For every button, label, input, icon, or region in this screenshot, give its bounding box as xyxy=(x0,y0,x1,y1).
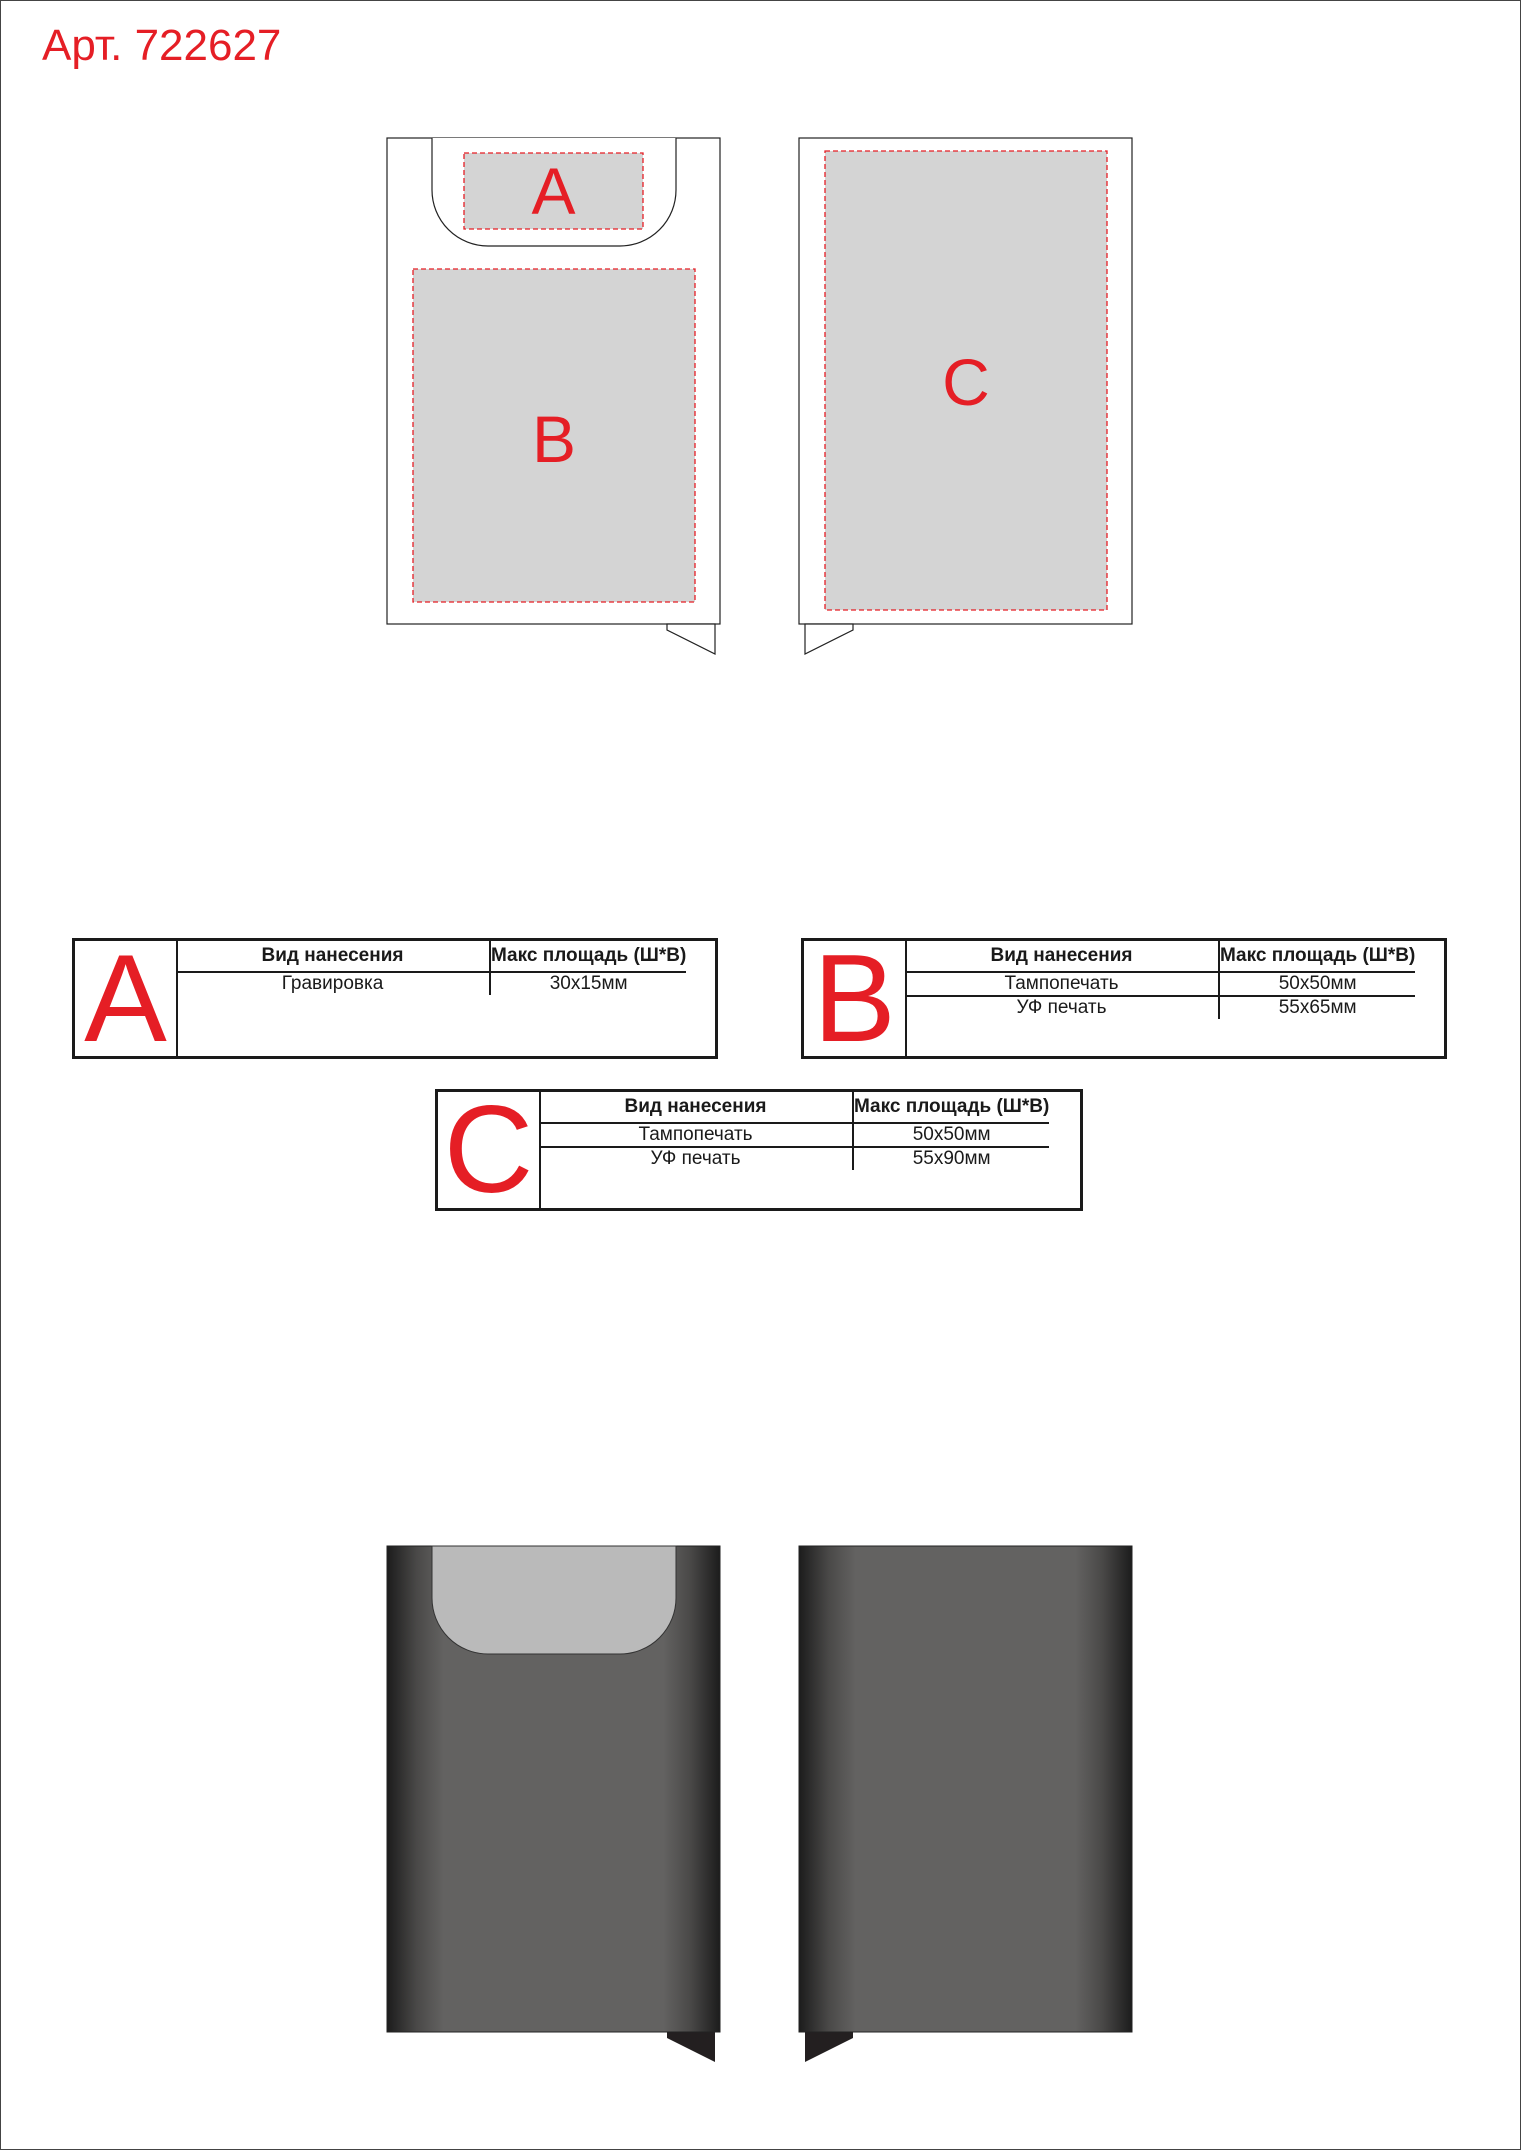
spec-letter-c: C xyxy=(438,1092,541,1208)
table-row xyxy=(905,972,1415,996)
header-method: Вид нанесения xyxy=(905,941,1219,972)
cell-method: Тампопечать xyxy=(539,1123,853,1147)
cell-area: 30x15мм xyxy=(490,972,686,995)
cell-area: 50x50мм xyxy=(1219,972,1415,996)
table-header-row xyxy=(539,1092,1049,1123)
spec-letter-b: B xyxy=(804,941,907,1056)
table-row xyxy=(905,996,1415,1019)
table-header-row xyxy=(176,941,686,972)
spec-table-a xyxy=(72,929,718,1068)
cell-area: 50x50мм xyxy=(853,1123,1049,1147)
front-render-tab xyxy=(667,2032,715,2062)
spec-grid-a xyxy=(176,941,686,995)
back-render-body xyxy=(799,1546,1132,2032)
back-product-render xyxy=(799,1546,1132,2062)
front-outline-view xyxy=(387,138,720,654)
spec-table-b xyxy=(801,929,1447,1068)
cell-method: УФ печать xyxy=(539,1147,853,1170)
table-row xyxy=(539,1147,1049,1170)
zone-b-label: B xyxy=(531,402,577,476)
spec-grid-c xyxy=(539,1092,1049,1170)
spec-grid-b xyxy=(905,941,1415,1019)
spec-table-c xyxy=(435,1081,1083,1219)
back-outline-view xyxy=(799,138,1132,654)
back-card-tab xyxy=(805,624,853,654)
header-area: Макс площадь (Ш*В) xyxy=(1219,941,1415,972)
table-row xyxy=(176,972,686,995)
cell-area: 55x90мм xyxy=(853,1147,1049,1170)
spec-letter-a: A xyxy=(75,941,178,1056)
article-number: Арт. 722627 xyxy=(42,21,282,70)
table-row xyxy=(539,1123,1049,1147)
front-render-window xyxy=(432,1546,676,1654)
header-area: Макс площадь (Ш*В) xyxy=(853,1092,1049,1123)
cell-area: 55x65мм xyxy=(1219,996,1415,1019)
zone-a-label: A xyxy=(531,154,576,228)
back-render-tab xyxy=(805,2032,853,2062)
table-header-row xyxy=(905,941,1415,972)
header-method: Вид нанесения xyxy=(176,941,490,972)
header-area: Макс площадь (Ш*В) xyxy=(490,941,686,972)
cell-method: Гравировка xyxy=(176,972,490,995)
cell-method: УФ печать xyxy=(905,996,1219,1019)
front-card-tab xyxy=(667,624,715,654)
cell-method: Тампопечать xyxy=(905,972,1219,996)
front-product-render xyxy=(387,1546,720,2062)
header-method: Вид нанесения xyxy=(539,1092,853,1123)
zone-c-label: C xyxy=(942,345,990,419)
